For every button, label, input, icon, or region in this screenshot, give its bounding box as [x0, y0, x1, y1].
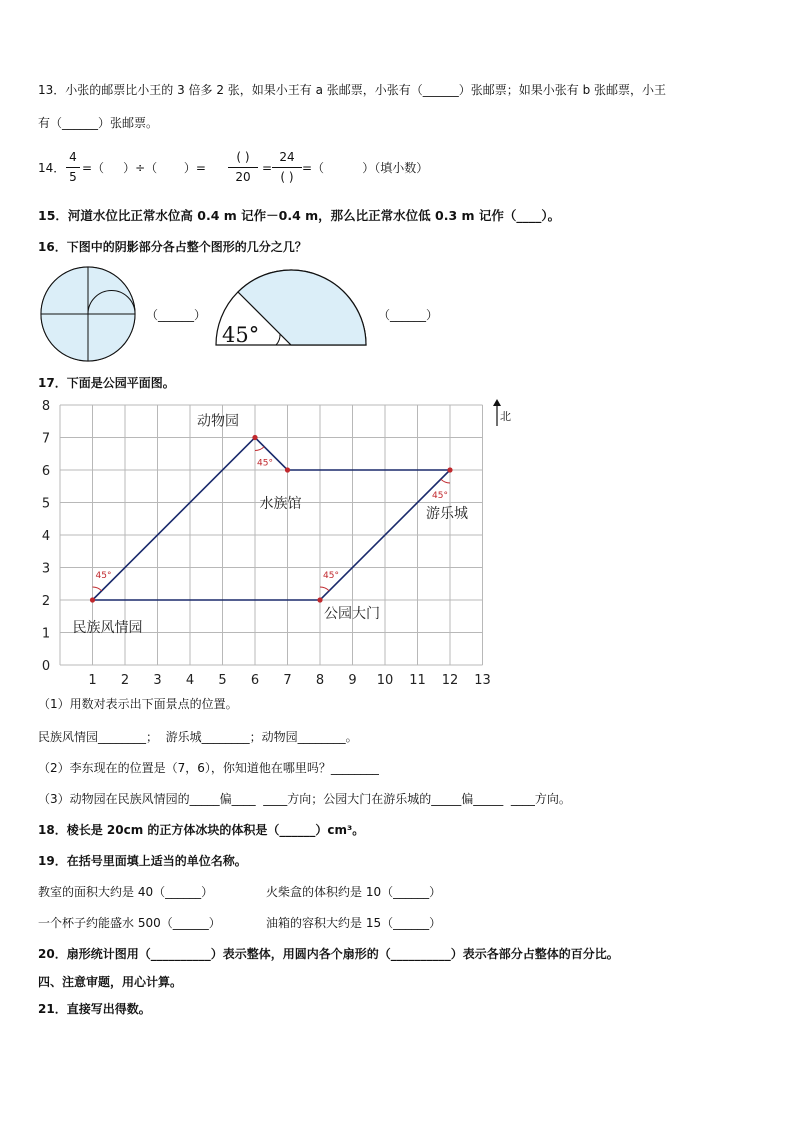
angle-arc-amusement [441, 479, 450, 483]
question-16-title: 16．下图中的阴影部分各占整个图形的几分之几？ [38, 240, 307, 254]
answer-blank-circle[interactable]: （______） [146, 308, 207, 322]
y-tick-label: 6 [41, 464, 51, 479]
angle-label-gate: 45° [323, 571, 339, 581]
x-tick-label: 8 [315, 673, 325, 688]
point-marker [447, 467, 452, 472]
point-marker [252, 435, 257, 440]
question-13-line1: 13．小张的邮票比小王的 3 倍多 2 张，如果小王有 a 张邮票，小张有（______）张邮票；如果小张有 b 张邮票，小王 [38, 83, 667, 97]
place-label: 公园大门 [324, 606, 380, 622]
fraction-2-numerator: ( ) [236, 150, 250, 164]
question-17-sub1-blanks: 民族风情园________； 游乐城________；动物园________。 [38, 730, 358, 744]
place-label: 水族馆 [259, 496, 302, 512]
angle-label-45: 45° [222, 323, 260, 347]
fraction-1-denominator: 5 [69, 170, 77, 184]
question-19-b: 火柴盒的体积约是 10（______） [266, 885, 442, 899]
y-tick-label: 1 [41, 626, 51, 642]
x-tick-label: 9 [348, 673, 357, 688]
answer-blank-semicircle[interactable]: （______） [378, 308, 439, 322]
angle-marks [93, 447, 451, 591]
angle-arc-zoo [255, 447, 264, 451]
x-tick-label: 12 [441, 673, 459, 688]
point-marker [90, 597, 95, 602]
section-4-heading: 四、注意审题，用心计算。 [38, 975, 183, 989]
question-21: 21．直接写出得数。 [38, 1002, 151, 1016]
angle-label-folk: 45° [95, 571, 112, 581]
fraction-3-bar [272, 167, 302, 168]
axis-labels [42, 399, 491, 688]
question-15: 15．河道水位比正常水位高 0.4 m 记作－0.4 m，那么比正常水位低 0.3 m 记作（____）。 [38, 208, 561, 223]
question-20: 20．扇形统计图用（__________）表示整体，用圆内各个扇形的（__________）表示各部分占整体的百分比。 [38, 947, 619, 961]
x-tick-label: 13 [474, 673, 491, 688]
question-17-sub2: （2）李东现在的位置是（7，6），你知道他在哪里吗？________ [38, 761, 379, 775]
x-tick-label: 10 [376, 673, 394, 688]
park-map-grid [30, 394, 510, 690]
angle-arc-folk [93, 587, 102, 591]
x-tick-label: 6 [250, 673, 260, 688]
x-tick-label: 2 [120, 673, 130, 688]
fraction-3-numerator: 24 [279, 150, 295, 164]
fraction-1-numerator: 4 [69, 150, 77, 164]
x-tick-label: 4 [185, 673, 195, 688]
point-marker [285, 467, 290, 472]
place-labels [73, 413, 469, 637]
question-14-equals: = [262, 161, 273, 175]
fraction-1-bar [66, 167, 80, 168]
angle-arc-gate [320, 587, 329, 591]
y-tick-label: 5 [41, 496, 51, 512]
x-tick-label: 7 [283, 673, 292, 688]
place-label: 民族风情园 [72, 620, 143, 636]
question-17-sub1: （1）用数对表示出下面景点的位置。 [38, 697, 238, 711]
y-tick-label: 8 [41, 399, 51, 414]
question-17-title: 17．下面是公园平面图。 [38, 376, 175, 390]
shaded-circle-figure [36, 266, 140, 362]
shaded-semicircle-figure [214, 266, 370, 348]
fraction-2-bar [228, 167, 258, 168]
x-tick-label: 3 [153, 673, 162, 688]
y-tick-label: 4 [41, 529, 51, 544]
y-tick-label: 3 [41, 561, 51, 577]
fraction-2-denominator: 20 [235, 170, 251, 184]
angle-label-zoo: 45° [257, 458, 273, 469]
question-17-sub3: （3）动物园在民族风情园的_____偏____ ____方向；公园大门在游乐城的_____偏_____ ____方向。 [38, 792, 571, 806]
question-19-title: 19．在括号里面填上适当的单位名称。 [38, 854, 247, 868]
question-19-d: 油箱的容积大约是 15（______） [266, 916, 442, 930]
y-tick-label: 2 [41, 594, 51, 609]
question-14-division: =（ ）÷（ ）= [82, 161, 206, 175]
question-14-number: 14． [38, 161, 66, 175]
question-19-c: 一个杯子约能盛水 500（______） [38, 916, 221, 930]
question-13-line2: 有（______）张邮票。 [38, 116, 159, 130]
place-label: 动物园 [197, 413, 239, 430]
x-tick-label: 1 [88, 673, 97, 688]
y-tick-label: 0 [41, 659, 51, 674]
north-label: 北 [500, 410, 511, 423]
place-label: 游乐城 [426, 506, 468, 522]
angle-label-amusement: 45° [432, 491, 448, 501]
question-19-a: 教室的面积大约是 40（______） [38, 885, 214, 899]
x-tick-label: 5 [218, 673, 227, 688]
question-18: 18．棱长是 20cm 的正方体冰块的体积是（______）cm³。 [38, 823, 365, 837]
question-14-decimal: =（ ）（填小数） [302, 161, 429, 175]
point-marker [317, 597, 322, 602]
x-tick-label: 11 [409, 673, 426, 688]
y-tick-label: 7 [41, 431, 51, 447]
fraction-3-denominator: ( ) [280, 170, 294, 184]
